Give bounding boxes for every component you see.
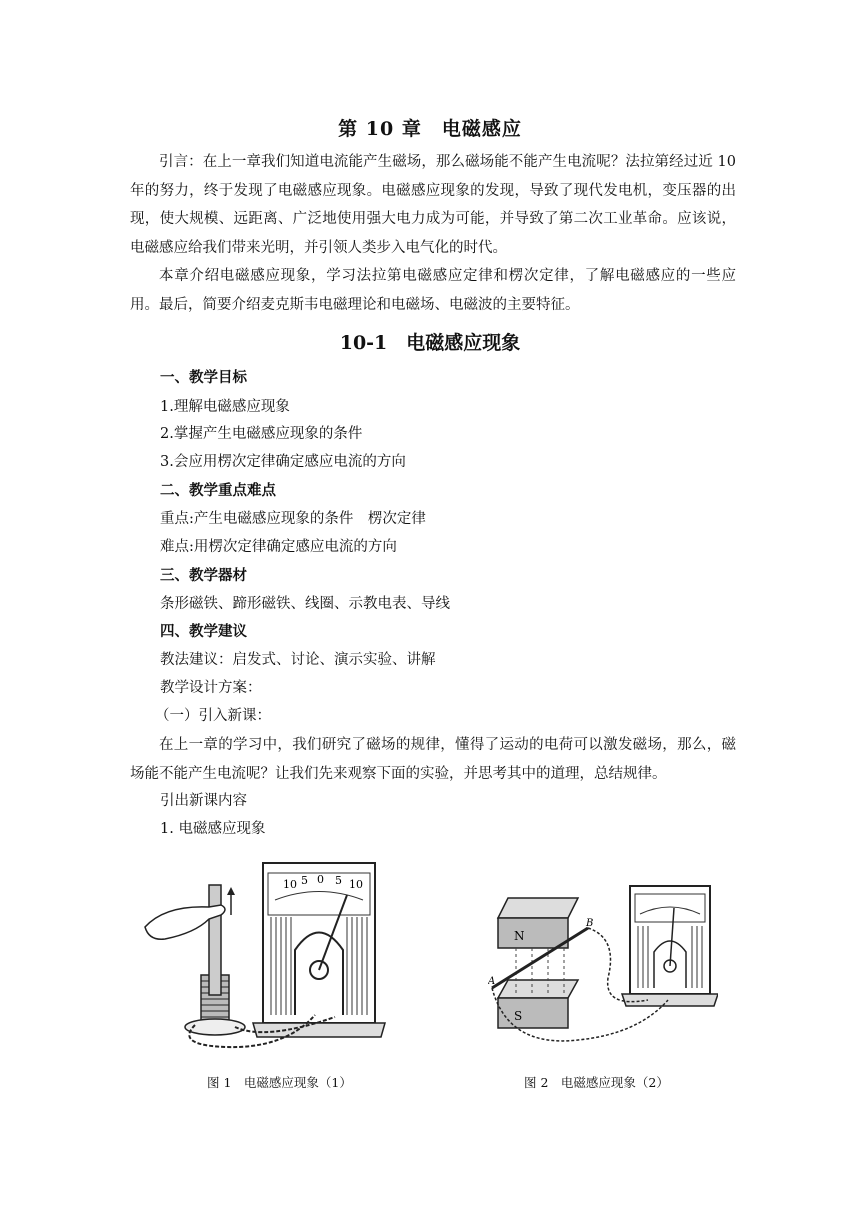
bar-magnet [209, 885, 221, 995]
figure-1-illustration [135, 855, 395, 1060]
magnet-top-face [498, 898, 578, 918]
south-pole-label: S [514, 1009, 523, 1023]
magnet-bottom-face [498, 980, 578, 998]
meter-scale-label: 10 [349, 878, 363, 891]
suggestions-heading: 四、教学建议 [160, 623, 247, 640]
south-pole-block [498, 998, 568, 1028]
meter-dial [635, 894, 705, 922]
north-pole-label: N [514, 929, 525, 943]
point-b-label: B [586, 918, 594, 929]
item-heading: 1. 电磁感应现象 [160, 821, 266, 837]
key-point-item: 重点:产生电磁感应现象的条件 楞次定律 [160, 511, 426, 527]
chapter-title: 第 10 章 电磁感应 [338, 118, 522, 140]
equipment-heading: 三、教学器材 [160, 567, 247, 584]
point-a-label: A [488, 976, 496, 987]
chapter-overview-paragraph: 本章介绍电磁感应现象，学习法拉第电磁感应定律和楞次定律，了解电磁感应的一些应用。最后，简要介绍麦克斯韦电磁理论和电磁场、电磁波的主要特征。 [130, 268, 736, 313]
intro-paragraph: 引言：在上一章我们知道电流能产生磁场，那么磁场能不能产生电流呢？法拉第经过近 10 年的努力，终于发现了电磁感应现象。电磁感应现象的发现，导致了现代发电机，变压器的出现，使大规模、远距离、广泛地使用强大电力成为可能，并导致了第二次工业革命。应该说，电磁感应给我们带来光明，并引领人类步入电气化的时代。 [130, 154, 736, 256]
intro-new-lesson-text: 在上一章的学习中，我们研究了磁场的规律，懂得了运动的电荷可以激发磁场，那么，磁场能不能产生电流呢？让我们先来观察下面的实验，并思考其中的道理，总结规律。 [130, 737, 736, 782]
teaching-method: 教法建议：启发式、讨论、演示实验、讲解 [160, 652, 436, 668]
figure-1-caption: 图 1 电磁感应现象（1） [207, 1075, 352, 1090]
figure-2-illustration [488, 868, 718, 1053]
goals-heading: 一、教学目标 [160, 369, 247, 386]
key-point-item: 难点:用楞次定律确定感应电流的方向 [160, 539, 397, 555]
key-points-heading: 二、教学重点难点 [160, 482, 276, 499]
equipment-item: 条形磁铁、蹄形磁铁、线圈、示教电表、导线 [160, 596, 450, 612]
meter-scale-label: 5 [335, 874, 342, 887]
intro-new-lesson-label: （一）引入新课： [155, 708, 271, 724]
goal-item: 1.理解电磁感应现象 [160, 399, 290, 415]
goal-item: 2.掌握产生电磁感应现象的条件 [160, 426, 363, 442]
meter-scale-label: 10 [283, 878, 297, 891]
design-plan-label: 教学设计方案： [160, 680, 262, 696]
motion-arrowhead [227, 887, 235, 895]
meter-base [622, 994, 718, 1006]
section-title: 10-1 电磁感应现象 [339, 332, 521, 354]
meter-base [253, 1023, 385, 1037]
lead-in-label: 引出新课内容 [160, 793, 247, 809]
meter-scale-label: 5 [301, 874, 308, 887]
meter-scale-label: 0 [317, 873, 324, 886]
figure-2-caption: 图 2 电磁感应现象（2） [524, 1075, 669, 1090]
north-pole-block [498, 918, 568, 948]
goal-item: 3.会应用楞次定律确定感应电流的方向 [160, 454, 406, 470]
